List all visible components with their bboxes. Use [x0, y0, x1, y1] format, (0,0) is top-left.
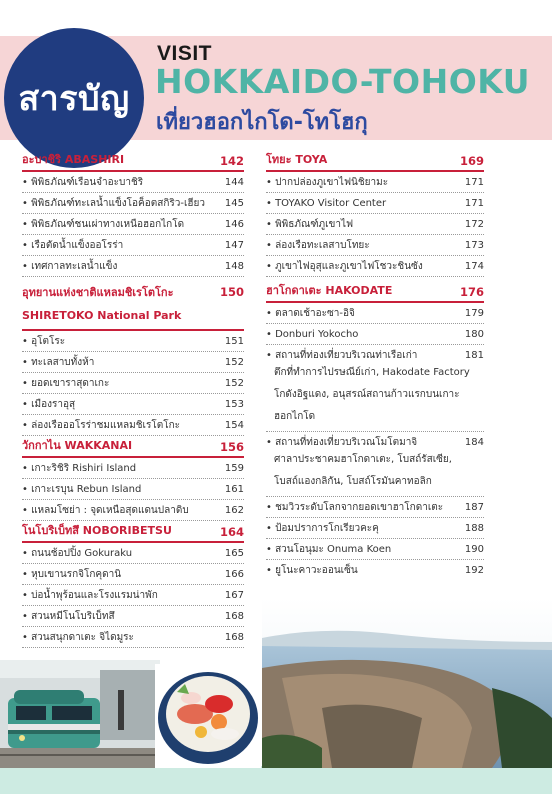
toc-item-page: 145 [224, 198, 244, 209]
toc-item-label: • TOYAKO Visitor Center [266, 197, 462, 210]
toc-item[interactable] [22, 172, 244, 193]
hakodate-view-illustration [262, 598, 552, 768]
toc-item-label: • ยอดเขาราสุดาเกะ [22, 377, 222, 390]
toc-item-page: 148 [224, 261, 244, 272]
toc-item-page: 167 [224, 590, 244, 601]
toc-item-label: • เมืองราอุสุ [22, 398, 222, 411]
toc-item[interactable] [22, 415, 244, 436]
toc-item-page: 152 [224, 357, 244, 368]
toc-item[interactable] [266, 256, 484, 277]
toc-item-page: 174 [464, 261, 484, 272]
toc-item-label: • ป้อมปราการโกเรียวคะคุ [266, 522, 462, 535]
toc-item[interactable] [266, 432, 484, 497]
section-page: 169 [459, 154, 484, 168]
toc-item-label: • ชมวิวระดับโลกจากยอดเขาฮาโกดาเตะ [266, 501, 462, 514]
section-header[interactable] [266, 150, 484, 172]
toc-item-detail: ตึกที่ทำการไปรษณีย์เก่า, Hakodate Factory [274, 367, 470, 378]
toc-item-page: 190 [464, 544, 484, 555]
toc-item-label: • เทศกาลทะเลน้ำแข็ง [22, 260, 222, 273]
toc-item-page: 144 [224, 177, 244, 188]
section-title: อะบาชิริ ABASHIRI [22, 153, 125, 166]
toc-item-label: • สถานที่ท่องเที่ยวบริเวณท่าเรือเก่า [266, 349, 462, 362]
toc-item-label: • เรือตัดน้ำแข็งออโรร่า [22, 239, 222, 252]
toc-item-page: 192 [464, 565, 484, 576]
toc-badge [4, 28, 144, 168]
toc-item[interactable] [22, 193, 244, 214]
toc-item[interactable] [22, 352, 244, 373]
toc-item[interactable] [22, 235, 244, 256]
toc-item-page: 152 [224, 378, 244, 389]
toc-item-page: 184 [464, 437, 484, 448]
section-header[interactable] [22, 150, 244, 172]
toc-item-label: • เกาะเรบุน Rebun Island [22, 483, 222, 496]
section-toya [266, 150, 484, 277]
toc-item[interactable] [22, 585, 244, 606]
toc-item-page: 153 [224, 399, 244, 410]
toc-item[interactable] [22, 331, 244, 352]
toc-item[interactable] [22, 627, 244, 648]
toc-item-label: • ถนนช้อปปิ้ง Gokuraku [22, 547, 222, 560]
section-header[interactable] [22, 277, 244, 331]
toc-item[interactable] [22, 373, 244, 394]
visit-label: VISIT [157, 42, 213, 65]
section-header[interactable] [22, 521, 244, 543]
toc-item-page: 187 [464, 502, 484, 513]
section-page: 156 [219, 440, 244, 454]
toc-item-page: 165 [224, 548, 244, 559]
train-photo [0, 660, 160, 768]
toc-item-detail: โกดังอิฐแดง, อนุสรณ์สถานก้าวแรกบนเกาะ [274, 389, 460, 400]
section-title: อุทยานแห่งชาติแหลมชิเรโตโกะ [22, 286, 174, 299]
section-title: โทยะ TOYA [266, 153, 328, 166]
toc-item-label: • พิพิธภัณฑ์ทะเลน้ำแข็งโอค็อตสกิริว-เฮียว [22, 197, 222, 210]
hakodate-city-photo [262, 598, 552, 768]
page-title: HOKKAIDO-TOHOKU [155, 62, 531, 101]
toc-item-page: 146 [224, 219, 244, 230]
toc-item-label: • Donburi Yokocho [266, 328, 462, 341]
toc-item-detail: โบสถ์แองกลิกัน, โบสถ์โรมันคาทอลิก [274, 476, 432, 487]
section-title: โนโบริเบ็ทสึ NOBORIBETSU [22, 524, 172, 537]
toc-item-page: 154 [224, 420, 244, 431]
toc-item[interactable] [22, 394, 244, 415]
section-page: 150 [219, 285, 244, 299]
sushi-photo [155, 664, 261, 768]
toc-item-page: 162 [224, 505, 244, 516]
section-header[interactable] [266, 281, 484, 303]
toc-item-page: 147 [224, 240, 244, 251]
toc-item-page: 168 [224, 632, 244, 643]
toc-item-label: • ล่องเรือทะเลสาบโทยะ [266, 239, 462, 252]
toc-item-label: • พิพิธภัณฑ์ภูเขาไฟ [266, 218, 462, 231]
toc-item[interactable] [266, 193, 484, 214]
section-header[interactable] [22, 436, 244, 458]
page-subtitle: เที่ยวฮอกไกโด-โทโฮกุ [156, 110, 368, 135]
toc-item[interactable] [22, 543, 244, 564]
section-page: 142 [219, 154, 244, 168]
toc-item-page: 166 [224, 569, 244, 580]
toc-item-label: • พิพิธภัณฑ์ชนเผ่าทางเหนือฮอกไกโด [22, 218, 222, 231]
toc-item-page: 151 [224, 336, 244, 347]
toc-item-label: • บ่อน้ำพุร้อนและโรงแรมน่าพัก [22, 589, 222, 602]
toc-item-label: • พิพิธภัณฑ์เรือนจำอะบาชิริ [22, 176, 222, 189]
section-hakodate [266, 281, 484, 581]
toc-item-label: • แหลมโซย่า : จุดเหนือสุดแดนปลาดิบ [22, 504, 222, 517]
toc-item-page: 173 [464, 240, 484, 251]
toc-item[interactable] [266, 303, 484, 324]
toc-item-page: 161 [224, 484, 244, 495]
section-shiretoko [22, 277, 244, 436]
toc-item-label: • สวนสนุกดาเตะ จิไดมูระ [22, 631, 222, 644]
toc-item[interactable] [22, 500, 244, 521]
toc-item[interactable] [22, 214, 244, 235]
toc-item-page: 180 [464, 329, 484, 340]
section-title: วักกาไน WAKKANAI [22, 439, 133, 452]
toc-item[interactable] [266, 539, 484, 560]
toc-item-label: • ล่องเรือออโรร่าชมแหลมชิเรโตโกะ [22, 419, 222, 432]
toc-item-label: • อุโตโระ [22, 335, 222, 348]
section-page: 176 [459, 285, 484, 299]
toc-item[interactable] [266, 497, 484, 518]
toc-left-column [22, 150, 244, 648]
toc-item-label: • สวนโอนุมะ Onuma Koen [266, 543, 462, 556]
toc-item-label: • ภูเขาไฟอุสุและภูเขาไฟโชวะชินซัง [266, 260, 462, 273]
toc-item-label: • ตลาดเช้าอะซา-อิจิ [266, 307, 462, 320]
toc-item[interactable] [266, 345, 484, 432]
toc-badge-label: สารบัญ [18, 79, 130, 119]
toc-item[interactable] [22, 479, 244, 500]
section-title: ฮาโกดาเตะ HAKODATE [266, 284, 393, 297]
section-wakkanai [22, 436, 244, 521]
toc-item-page: 168 [224, 611, 244, 622]
toc-item-page: 172 [464, 219, 484, 230]
section-title-en: SHIRETOKO National Park [22, 309, 182, 322]
toc-item-page: 188 [464, 523, 484, 534]
section-abashiri [22, 150, 244, 277]
toc-item-page: 159 [224, 463, 244, 474]
toc-item-page: 181 [464, 350, 484, 361]
toc-item-label: • ยูโนะคาวะออนเซ็น [266, 564, 462, 577]
toc-item-label: • ปากปล่องภูเขาไฟนิชิยามะ [266, 176, 462, 189]
toc-item-label: • สวนหมีโนโบริเบ็ทสึ [22, 610, 222, 623]
toc-item[interactable] [266, 214, 484, 235]
bottom-band [0, 766, 552, 794]
toc-item[interactable] [22, 256, 244, 277]
toc-item-page: 179 [464, 308, 484, 319]
toc-right-column [266, 150, 484, 581]
toc-item-label: • ทะเลสาบทั้งห้า [22, 356, 222, 369]
toc-item-label: • สถานที่ท่องเที่ยวบริเวณโมโตมาจิ [266, 436, 462, 449]
train-illustration [0, 660, 160, 768]
toc-item[interactable] [22, 606, 244, 627]
toc-item[interactable] [266, 235, 484, 256]
toc-item-label: • หุบเขานรกจิโกคุดานิ [22, 568, 222, 581]
toc-item-detail: ฮอกไกโด [274, 411, 316, 422]
sushi-bowl-illustration [155, 664, 261, 768]
toc-item[interactable] [266, 560, 484, 581]
toc-item-page: 171 [464, 198, 484, 209]
toc-item-page: 171 [464, 177, 484, 188]
toc-item[interactable] [22, 458, 244, 479]
section-page: 164 [219, 525, 244, 539]
section-noboribetsu [22, 521, 244, 648]
toc-item[interactable] [266, 518, 484, 539]
toc-item-label: • เกาะริชิริ Rishiri Island [22, 462, 222, 475]
toc-item[interactable] [266, 172, 484, 193]
toc-item[interactable] [266, 324, 484, 345]
toc-item[interactable] [22, 564, 244, 585]
toc-item-detail: ศาลาประชาคมฮาโกดาเตะ, โบสถ์รัสเซีย, [274, 454, 452, 465]
